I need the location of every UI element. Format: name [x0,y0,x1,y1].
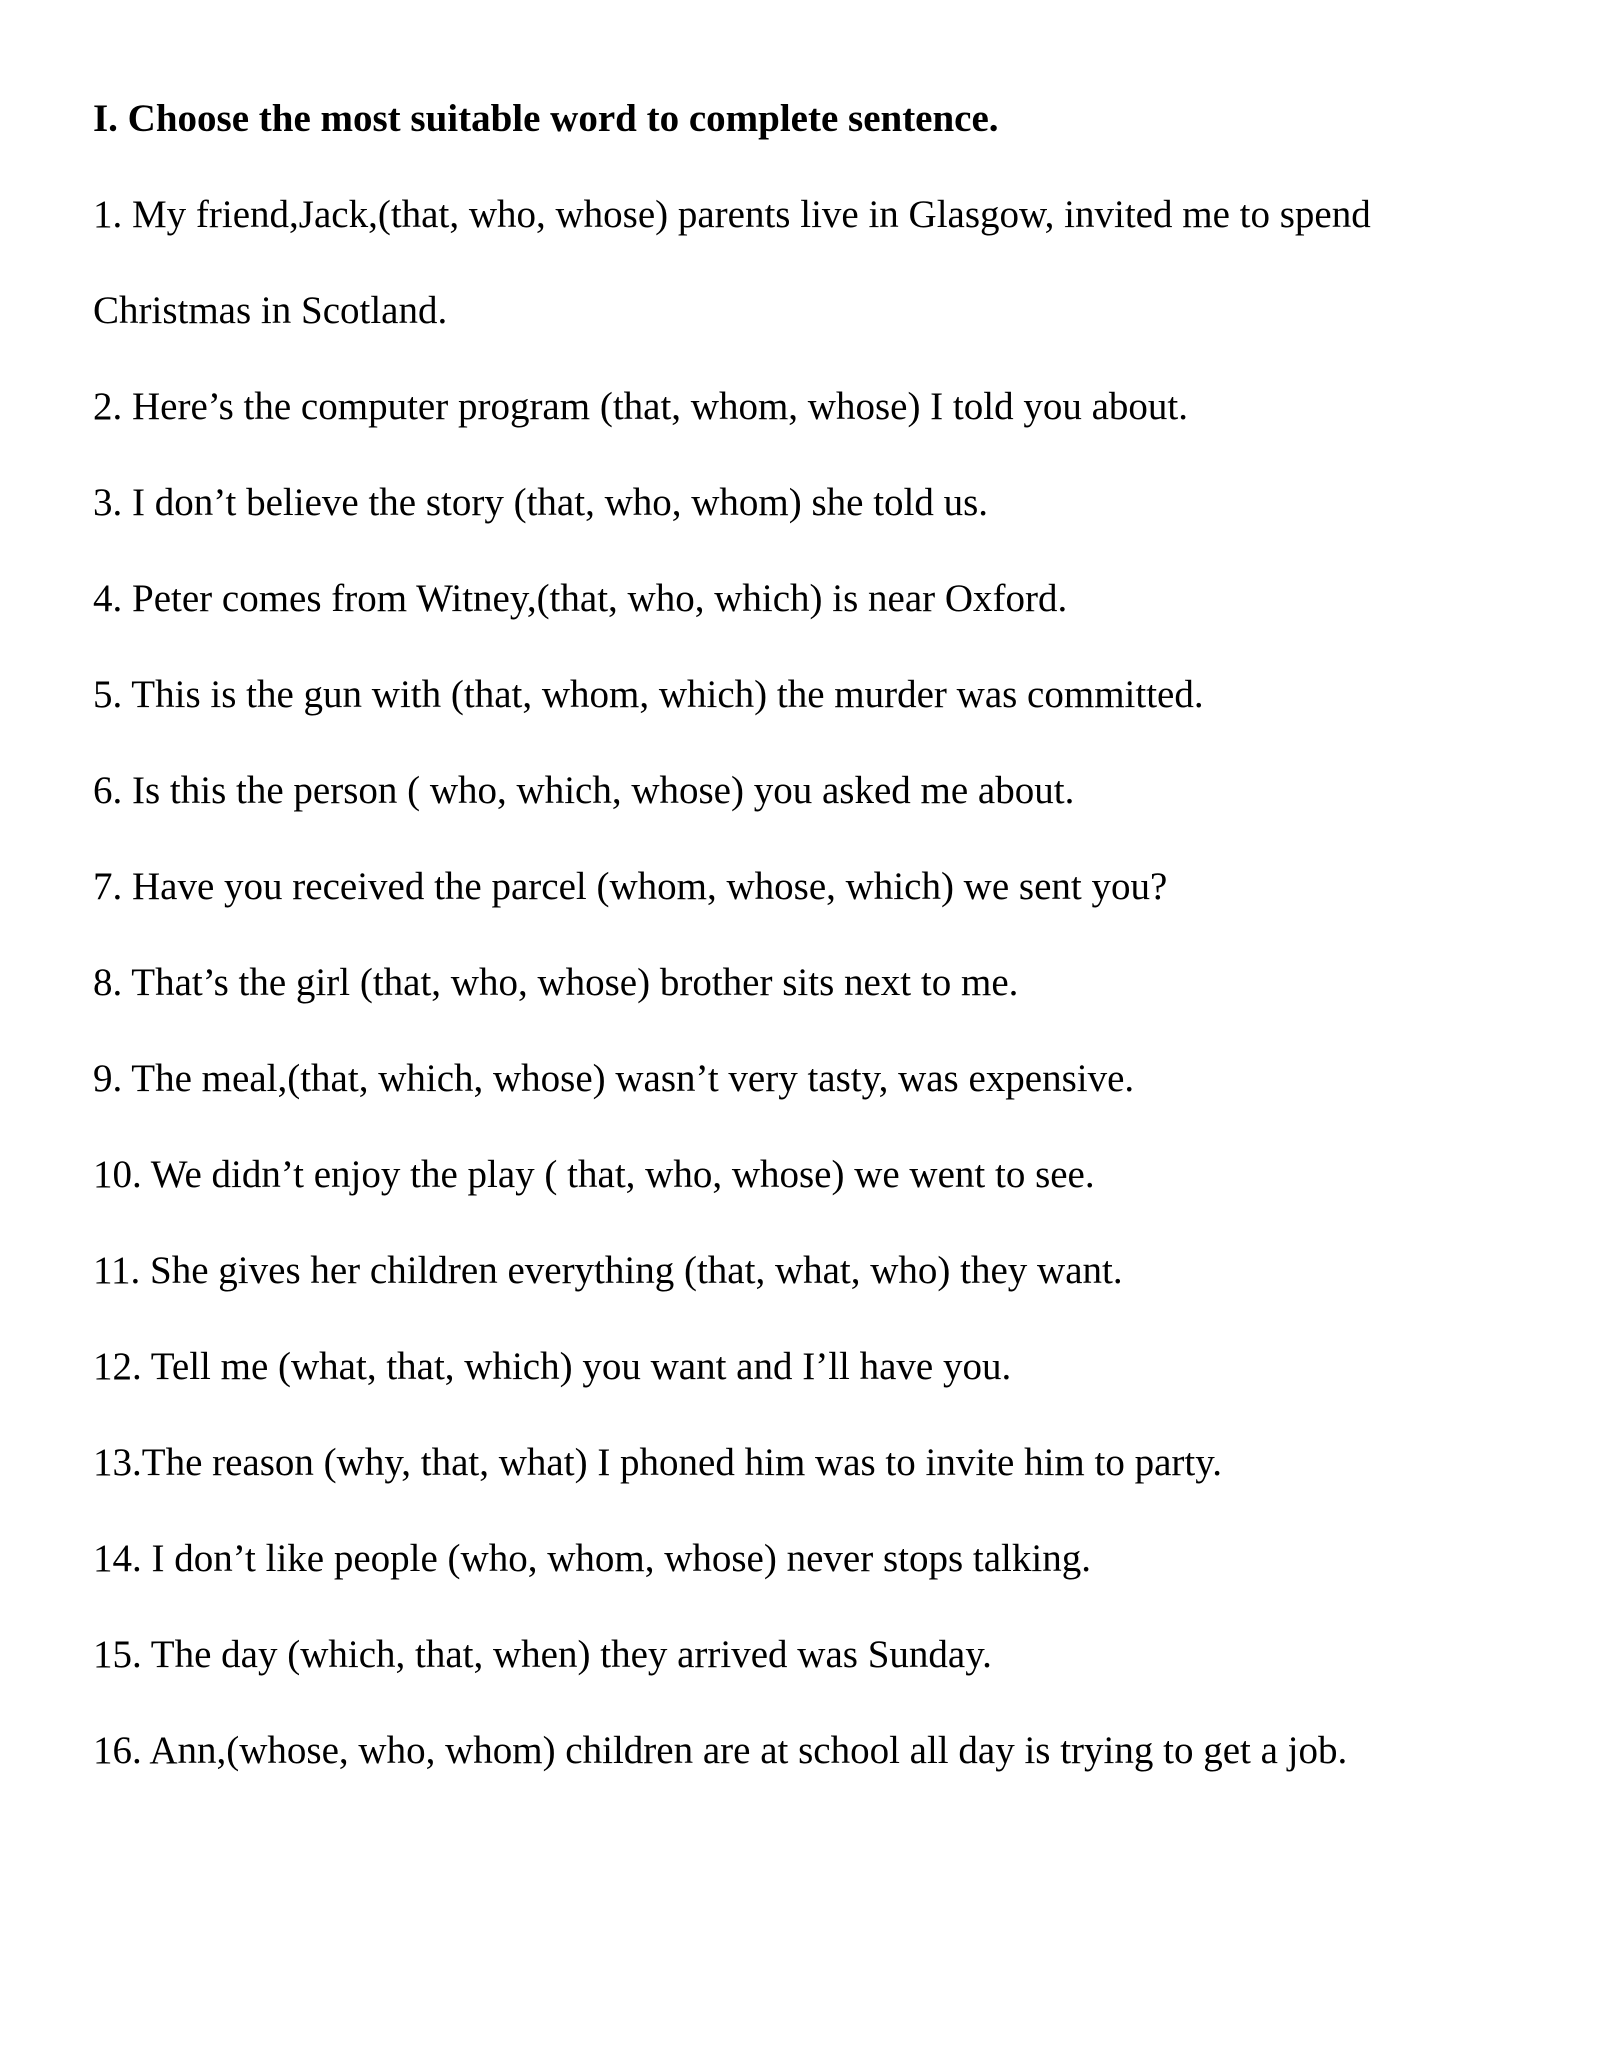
question-item: 14. I don’t like people (who, whom, whose) never stops talking. [93,1537,1091,1580]
question-item: 5. This is the gun with (that, whom, which) the murder was committed. [93,673,1204,716]
question-item: 6. Is this the person ( who, which, whose) you asked me about. [93,769,1075,812]
question-item: 10. We didn’t enjoy the play ( that, who, whose) we went to see. [93,1153,1095,1196]
question-item: 4. Peter comes from Witney,(that, who, which) is near Oxford. [93,577,1068,620]
question-item: 8. That’s the girl (that, who, whose) brother sits next to me. [93,961,1019,1004]
worksheet-content [93,94,1533,1799]
question-item: 11. She gives her children everything (that, what, who) they want. [93,1249,1123,1292]
question-item: 2. Here’s the computer program (that, whom, whose) I told you about. [93,385,1188,428]
question-item: 9. The meal,(that, which, whose) wasn’t very tasty, was expensive. [93,1057,1135,1100]
question-item: 1. My friend,Jack,(that, who, whose) parents live in Glasgow, invited me to spend Christmas in Scotland. [93,193,1371,332]
question-item: 7. Have you received the parcel (whom, whose, which) we sent you? [93,865,1168,908]
question-item: 15. The day (which, that, when) they arrived was Sunday. [93,1633,992,1676]
question-list [93,167,1533,1799]
exercise-heading: I. Choose the most suitable word to complete sentence. [93,97,999,140]
question-item: 16. Ann,(whose, who, whom) children are at school all day is trying to get a job. [93,1729,1348,1772]
question-item: 3. I don’t believe the story (that, who, whom) she told us. [93,481,989,524]
question-item: 12. Tell me (what, that, which) you want and I’ll have you. [93,1345,1012,1388]
question-item: 13.The reason (why, that, what) I phoned him was to invite him to party. [93,1441,1222,1484]
